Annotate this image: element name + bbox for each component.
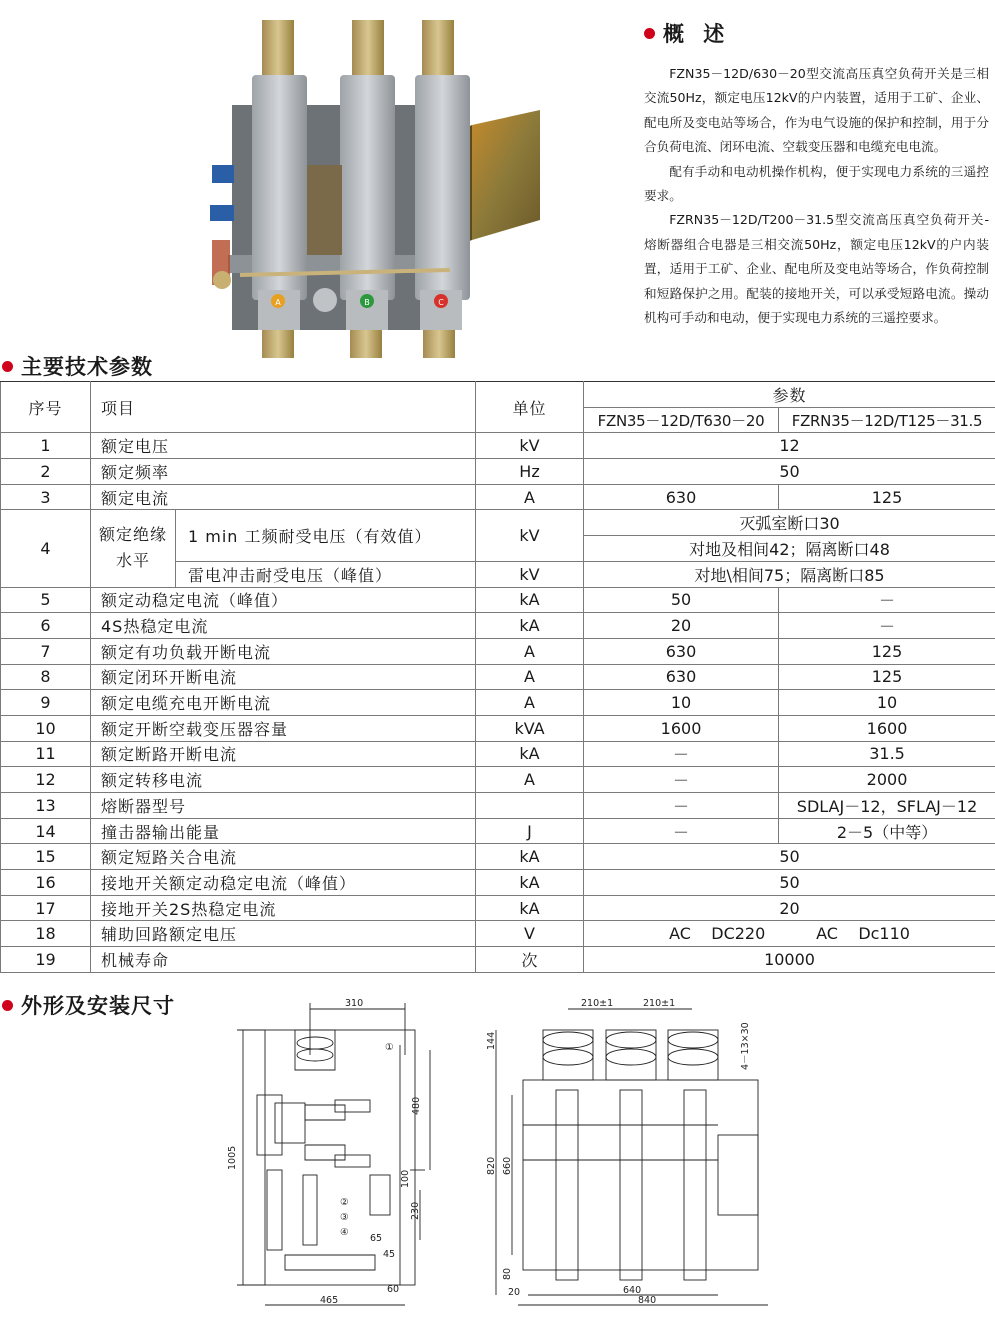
callout-4: ④ xyxy=(340,1227,349,1238)
cell-unit: kV xyxy=(476,561,584,587)
cell-value-2: 2－5（中等） xyxy=(779,818,995,844)
dim-310: 310 xyxy=(345,998,364,1009)
dim-480: 480 xyxy=(411,1096,422,1115)
cell-item: 撞击器输出能量 xyxy=(91,818,476,844)
cell-no: 12 xyxy=(1,767,91,793)
cell-no: 1 xyxy=(1,433,91,459)
table-row xyxy=(1,715,995,741)
table-row xyxy=(1,895,995,921)
cell-value-1: － xyxy=(584,818,779,844)
cell-value-2: 125 xyxy=(779,664,995,690)
header-unit: 单位 xyxy=(476,382,584,433)
cell-no: 16 xyxy=(1,870,91,896)
table-row xyxy=(1,587,995,613)
overview-title: 概 述 xyxy=(644,18,730,48)
dim-20: 20 xyxy=(508,1287,521,1298)
cell-no: 11 xyxy=(1,741,91,767)
cell-value-2: － xyxy=(779,587,995,613)
front-view-drawing xyxy=(478,995,778,1310)
header-item: 项目 xyxy=(91,382,476,433)
dim-65: 65 xyxy=(370,1233,383,1244)
table-row xyxy=(1,870,995,896)
cell-subitem: 雷电冲击耐受电压（峰值） xyxy=(176,561,476,587)
cell-unit: kA xyxy=(476,741,584,767)
cell-no: 4 xyxy=(1,510,91,587)
cell-unit: A xyxy=(476,484,584,510)
cell-value-1: 1600 xyxy=(584,715,779,741)
cell-value-2: 125 xyxy=(779,638,995,664)
cell-value: 10000 xyxy=(584,947,995,973)
cell-item: 4S热稳定电流 xyxy=(91,613,476,639)
table-row xyxy=(1,613,995,639)
cell-value: AC DC220 AC Dc110 xyxy=(584,921,995,947)
cell-unit: kA xyxy=(476,895,584,921)
cell-unit: kA xyxy=(476,587,584,613)
cell-value-1: － xyxy=(584,767,779,793)
table-header-row xyxy=(1,382,995,408)
cell-value-1: 630 xyxy=(584,664,779,690)
cell-value-1: － xyxy=(584,741,779,767)
cell-value-2: 125 xyxy=(779,484,995,510)
cell-no: 3 xyxy=(1,484,91,510)
dim-820: 820 xyxy=(486,1156,497,1175)
cell-no: 18 xyxy=(1,921,91,947)
cell-no: 8 xyxy=(1,664,91,690)
cell-unit: A xyxy=(476,664,584,690)
cell-unit: kA xyxy=(476,613,584,639)
cell-item: 额定闭环开断电流 xyxy=(91,664,476,690)
table-row xyxy=(1,767,995,793)
dim-144: 144 xyxy=(486,1031,497,1050)
cell-group: 额定绝缘水平 xyxy=(91,510,176,587)
dim-840: 840 xyxy=(638,1295,657,1306)
cell-value-2: － xyxy=(779,613,995,639)
cell-item: 额定频率 xyxy=(91,459,476,485)
overview-paragraph-2: 配有手动和电动机操作机构，便于实现电力系统的三遥控要求。 xyxy=(644,163,989,204)
callout-3: ③ xyxy=(340,1212,349,1223)
cell-item: 接地开关额定动稳定电流（峰值） xyxy=(91,870,476,896)
bullet-dot-icon xyxy=(2,361,13,372)
cell-value-1: 630 xyxy=(584,638,779,664)
cell-item: 额定短路关合电流 xyxy=(91,844,476,870)
holes-label: 4－13×30 xyxy=(740,1022,751,1070)
bullet-dot-icon xyxy=(2,1000,13,1011)
cell-value: 50 xyxy=(584,844,995,870)
dim-210-1: 210±1 xyxy=(581,998,614,1009)
table-row xyxy=(1,947,995,973)
cell-item: 接地开关2S热稳定电流 xyxy=(91,895,476,921)
spec-table xyxy=(0,381,995,973)
cell-no: 13 xyxy=(1,793,91,819)
cell-no: 14 xyxy=(1,818,91,844)
cell-value-2: 2000 xyxy=(779,767,995,793)
table-row xyxy=(1,433,995,459)
cell-no: 19 xyxy=(1,947,91,973)
cell-unit: kV xyxy=(476,510,584,561)
cell-value-1: 10 xyxy=(584,690,779,716)
table-row xyxy=(1,741,995,767)
table-row xyxy=(1,793,995,819)
cell-value-1: － xyxy=(584,793,779,819)
cell-no: 7 xyxy=(1,638,91,664)
cell-no: 17 xyxy=(1,895,91,921)
cell-unit: V xyxy=(476,921,584,947)
cell-item: 辅助回路额定电压 xyxy=(91,921,476,947)
cell-unit: Hz xyxy=(476,459,584,485)
dim-465: 465 xyxy=(320,1295,339,1306)
table-row xyxy=(1,921,995,947)
side-view-drawing xyxy=(225,995,465,1310)
cell-item: 额定电压 xyxy=(91,433,476,459)
table-row xyxy=(1,638,995,664)
dims-title: 外形及安装尺寸 xyxy=(2,990,175,1020)
cell-value-1: 20 xyxy=(584,613,779,639)
cell-unit: kA xyxy=(476,844,584,870)
cell-no: 5 xyxy=(1,587,91,613)
cell-value-1: 50 xyxy=(584,587,779,613)
table-row xyxy=(1,690,995,716)
callout-2: ② xyxy=(340,1197,349,1208)
overview-paragraph-3: FZRN35－12D/T200－31.5型交流高压真空负荷开关-熔断器组合电器是三相交流50Hz，额定电压12kV的户内装置，适用于工矿、企业、配电所及变电站等场合，作负荷控制和短路保护之用。配装的接地开关，可以承受短路电流。操动机构可手动和电动，便于实现电力系统的三遥控要求。 xyxy=(644,212,989,326)
cell-unit: A xyxy=(476,690,584,716)
cell-item: 额定动稳定电流（峰值） xyxy=(91,587,476,613)
table-row xyxy=(1,844,995,870)
cell-value-1: 630 xyxy=(584,484,779,510)
dim-80: 80 xyxy=(502,1267,513,1280)
cell-subitem: 1 min 工频耐受电压（有效值） xyxy=(176,510,476,561)
header-params: 参数 xyxy=(584,382,995,408)
cell-value-2: 31.5 xyxy=(779,741,995,767)
dim-45: 45 xyxy=(383,1249,396,1260)
cell-value-2: 1600 xyxy=(779,715,995,741)
header-no: 序号 xyxy=(1,382,91,433)
phase-b-label: B xyxy=(364,298,370,307)
cell-no: 9 xyxy=(1,690,91,716)
cell-no: 6 xyxy=(1,613,91,639)
cell-no: 2 xyxy=(1,459,91,485)
cell-value: 对地及相间42；隔离断口48 xyxy=(584,536,995,562)
cell-unit: 次 xyxy=(476,947,584,973)
phase-a-label: A xyxy=(275,298,281,307)
cell-value: 50 xyxy=(584,459,995,485)
cell-unit: A xyxy=(476,638,584,664)
cell-unit: kV xyxy=(476,433,584,459)
table-row xyxy=(1,510,995,536)
phase-c-label: C xyxy=(438,298,444,307)
cell-item: 熔断器型号 xyxy=(91,793,476,819)
product-photo xyxy=(210,15,570,360)
cell-item: 额定断路开断电流 xyxy=(91,741,476,767)
cell-unit: J xyxy=(476,818,584,844)
cell-no: 15 xyxy=(1,844,91,870)
cell-item: 额定电流 xyxy=(91,484,476,510)
cell-value: 12 xyxy=(584,433,995,459)
cell-item: 额定开断空载变压器容量 xyxy=(91,715,476,741)
cell-value: 20 xyxy=(584,895,995,921)
table-row xyxy=(1,484,995,510)
dim-210-2: 210±1 xyxy=(643,998,676,1009)
cell-value-2: SDLAJ－12，SFLAJ－12 xyxy=(779,793,995,819)
cell-no: 10 xyxy=(1,715,91,741)
callout-1: ① xyxy=(385,1042,394,1053)
overview-text xyxy=(644,62,989,330)
dim-100: 100 xyxy=(400,1169,411,1188)
dim-1005: 1005 xyxy=(227,1145,238,1170)
cell-unit xyxy=(476,793,584,819)
dim-640: 640 xyxy=(623,1285,642,1296)
params-title: 主要技术参数 xyxy=(2,351,153,381)
bullet-dot-icon xyxy=(644,28,655,39)
cell-item: 额定有功负载开断电流 xyxy=(91,638,476,664)
cell-unit: kA xyxy=(476,870,584,896)
dim-660: 660 xyxy=(502,1156,513,1175)
cell-unit: A xyxy=(476,767,584,793)
cell-item: 额定转移电流 xyxy=(91,767,476,793)
overview-paragraph-1: FZN35－12D/630－20型交流高压真空负荷开关是三相交流50Hz，额定电压12kV的户内装置，适用于工矿、企业、配电所及变电站等场合，作为电气设施的保护和控制，用于分合负荷电流、闭环电流、空载变压器和电缆充电电流。 xyxy=(644,66,989,155)
cell-value: 对地\相间75；隔离断口85 xyxy=(584,561,995,587)
cell-value-2: 10 xyxy=(779,690,995,716)
cell-unit: kVA xyxy=(476,715,584,741)
cell-value: 灭弧室断口30 xyxy=(584,510,995,536)
header-model-1: FZN35－12D/T630－20 xyxy=(584,407,779,433)
cell-item: 额定电缆充电开断电流 xyxy=(91,690,476,716)
header-model-2: FZRN35－12D/T125－31.5 xyxy=(779,407,995,433)
table-row xyxy=(1,664,995,690)
cell-value: 50 xyxy=(584,870,995,896)
table-row xyxy=(1,459,995,485)
cell-item: 机械寿命 xyxy=(91,947,476,973)
dim-60: 60 xyxy=(387,1284,400,1295)
dim-230: 230 xyxy=(410,1201,421,1220)
table-row xyxy=(1,818,995,844)
